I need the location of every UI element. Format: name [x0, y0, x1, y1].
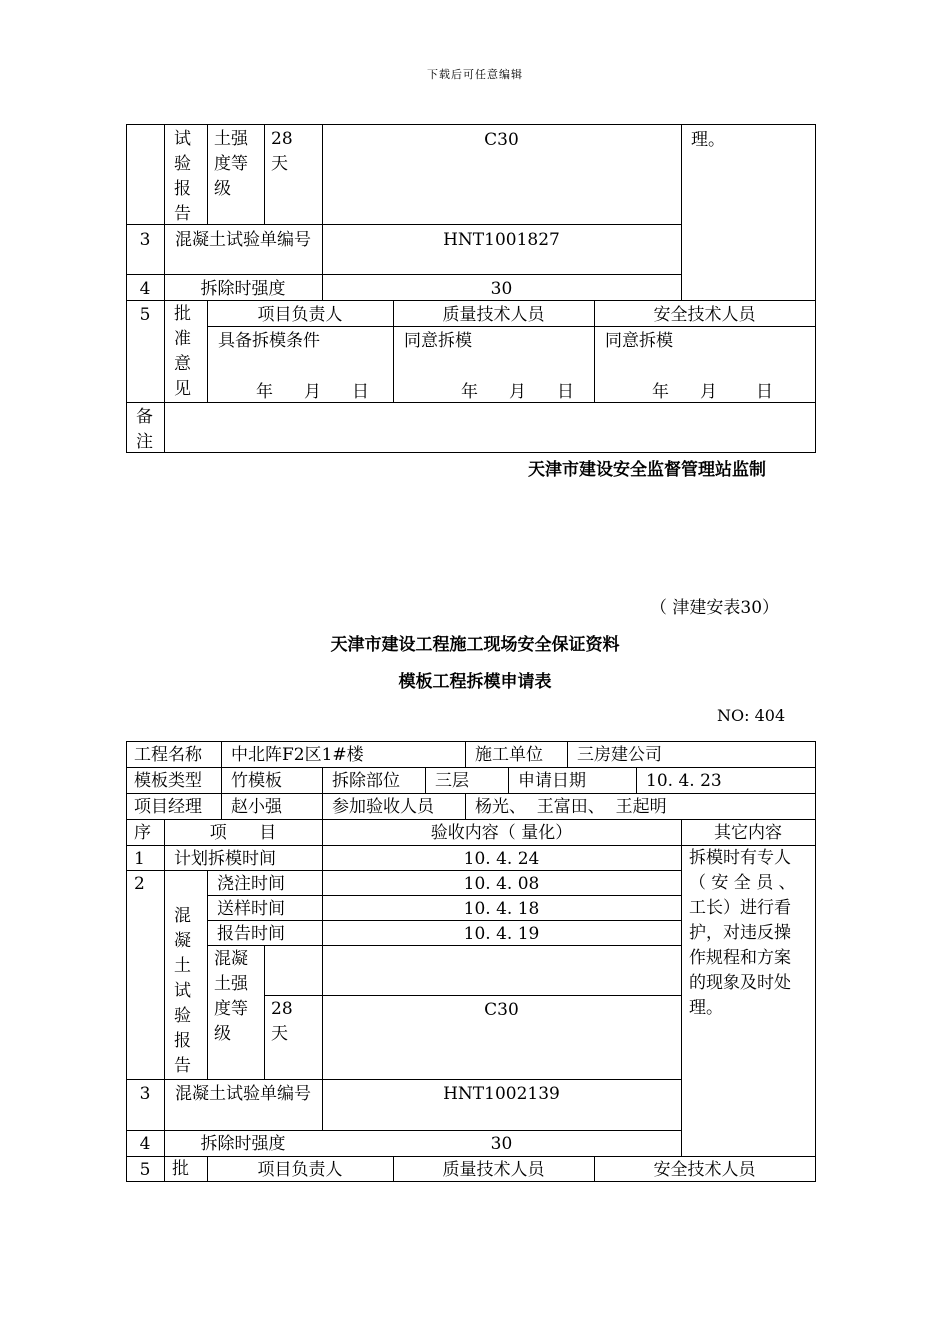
pour-time-value: 10. 4. 08	[463, 874, 540, 894]
row-5-number: 5	[139, 305, 151, 325]
planned-removal-label: 计划拆模时间	[174, 849, 276, 869]
other-header: 其它内容	[714, 823, 782, 843]
safety-opinion: 同意拆模	[605, 331, 673, 351]
sample-time-label: 送样时间	[217, 899, 285, 919]
contractor-label: 施工单位	[475, 745, 543, 765]
removal-part-label: 拆除部位	[332, 771, 400, 791]
qa-header: 质量技术人员	[442, 1160, 545, 1180]
inspectors-label: 参加验收人员	[332, 797, 434, 817]
form-number: NO: 404	[717, 706, 786, 725]
approval-label: 批	[172, 1159, 189, 1179]
pm-header: 项目负责人	[257, 1160, 343, 1180]
row-3-number: 3	[139, 230, 151, 250]
form-code: （ 津建安表30）	[650, 598, 780, 618]
apply-date-value: 10. 4. 23	[646, 771, 722, 791]
page-header-note: 下载后可任意编辑	[427, 68, 523, 81]
project-manager-label: 项目经理	[134, 797, 202, 817]
removal-strength-value: 30	[490, 279, 513, 299]
concrete-report-label: 试验报告	[174, 129, 191, 224]
row-2-number: 2	[134, 874, 145, 894]
row-5-number: 5	[139, 1160, 151, 1180]
row-4-number: 4	[139, 279, 151, 299]
report-time-value: 10. 4. 19	[463, 924, 540, 944]
pm-sign-date: 年 月 日	[256, 382, 369, 402]
seq-header: 序	[134, 823, 151, 843]
strength-grade-value: C30	[484, 130, 519, 150]
test-sheet-no-value: HNT1001827	[443, 230, 560, 250]
safety-header: 安全技术人员	[653, 305, 756, 325]
qa-header: 质量技术人员	[442, 305, 545, 325]
safety-sign-date: 年 月 日	[652, 382, 773, 402]
test-sheet-no-label: 混凝土试验单编号	[175, 1084, 311, 1104]
strength-grade-label: 土强度等级	[214, 129, 248, 199]
apply-date-label: 申请日期	[518, 771, 586, 791]
safety-header: 安全技术人员	[653, 1160, 756, 1180]
approval-opinion-label: 批准意见	[174, 304, 191, 399]
contractor-value: 三房建公司	[577, 745, 662, 765]
other-content-tail: 理。	[691, 130, 725, 150]
qa-sign-date: 年 月 日	[461, 382, 574, 402]
qa-opinion: 同意拆模	[404, 331, 472, 351]
report-time-label: 报告时间	[217, 924, 285, 944]
pm-opinion: 具备拆模条件	[218, 331, 320, 351]
row-3-number: 3	[139, 1084, 151, 1104]
pm-header: 项目负责人	[257, 305, 343, 325]
content-header: 验收内容（ 量化）	[430, 823, 573, 843]
row-4-number: 4	[139, 1134, 151, 1154]
item-header: 项 目	[209, 823, 277, 843]
formwork-type-label: 模板类型	[134, 771, 202, 791]
issuer-note: 天津市建设安全监督管理站监制	[528, 460, 766, 480]
project-name-label: 工程名称	[134, 745, 202, 765]
remark-label: 备注	[136, 407, 153, 452]
curing-days-label: 28天	[271, 129, 293, 174]
removal-part-value: 三层	[435, 771, 469, 791]
row-1-number: 1	[134, 849, 145, 869]
form-subtitle: 模板工程拆模申请表	[398, 672, 552, 692]
test-sheet-no-label: 混凝土试验单编号	[175, 230, 311, 250]
pour-time-label: 浇注时间	[217, 874, 285, 894]
concrete-report-label: 混凝土试验报告	[174, 906, 191, 1076]
removal-strength-label: 拆除时强度	[200, 279, 286, 299]
project-name-value: 中北阵F2区1#楼	[231, 745, 364, 765]
planned-removal-value: 10. 4. 24	[463, 849, 540, 869]
formwork-type-value: 竹模板	[231, 771, 282, 791]
removal-strength-value: 30	[490, 1134, 513, 1154]
strength-grade-label: 混凝土强度等级	[214, 949, 248, 1044]
sample-time-value: 10. 4. 18	[463, 899, 540, 919]
strength-grade-value: C30	[484, 1000, 519, 1020]
project-manager-value: 赵小强	[231, 797, 282, 817]
other-content-text: 拆模时有专人（ 安 全 员 、工长）进行看护，对违反操作规程和方案的现象及时处理。	[689, 848, 796, 1018]
form-title: 天津市建设工程施工现场安全保证资料	[330, 635, 620, 655]
test-sheet-no-value: HNT1002139	[443, 1084, 560, 1104]
inspectors-value: 杨光、 王富田、 王起明	[475, 797, 667, 817]
removal-strength-label: 拆除时强度	[200, 1134, 286, 1154]
curing-days-label: 28天	[271, 999, 293, 1044]
